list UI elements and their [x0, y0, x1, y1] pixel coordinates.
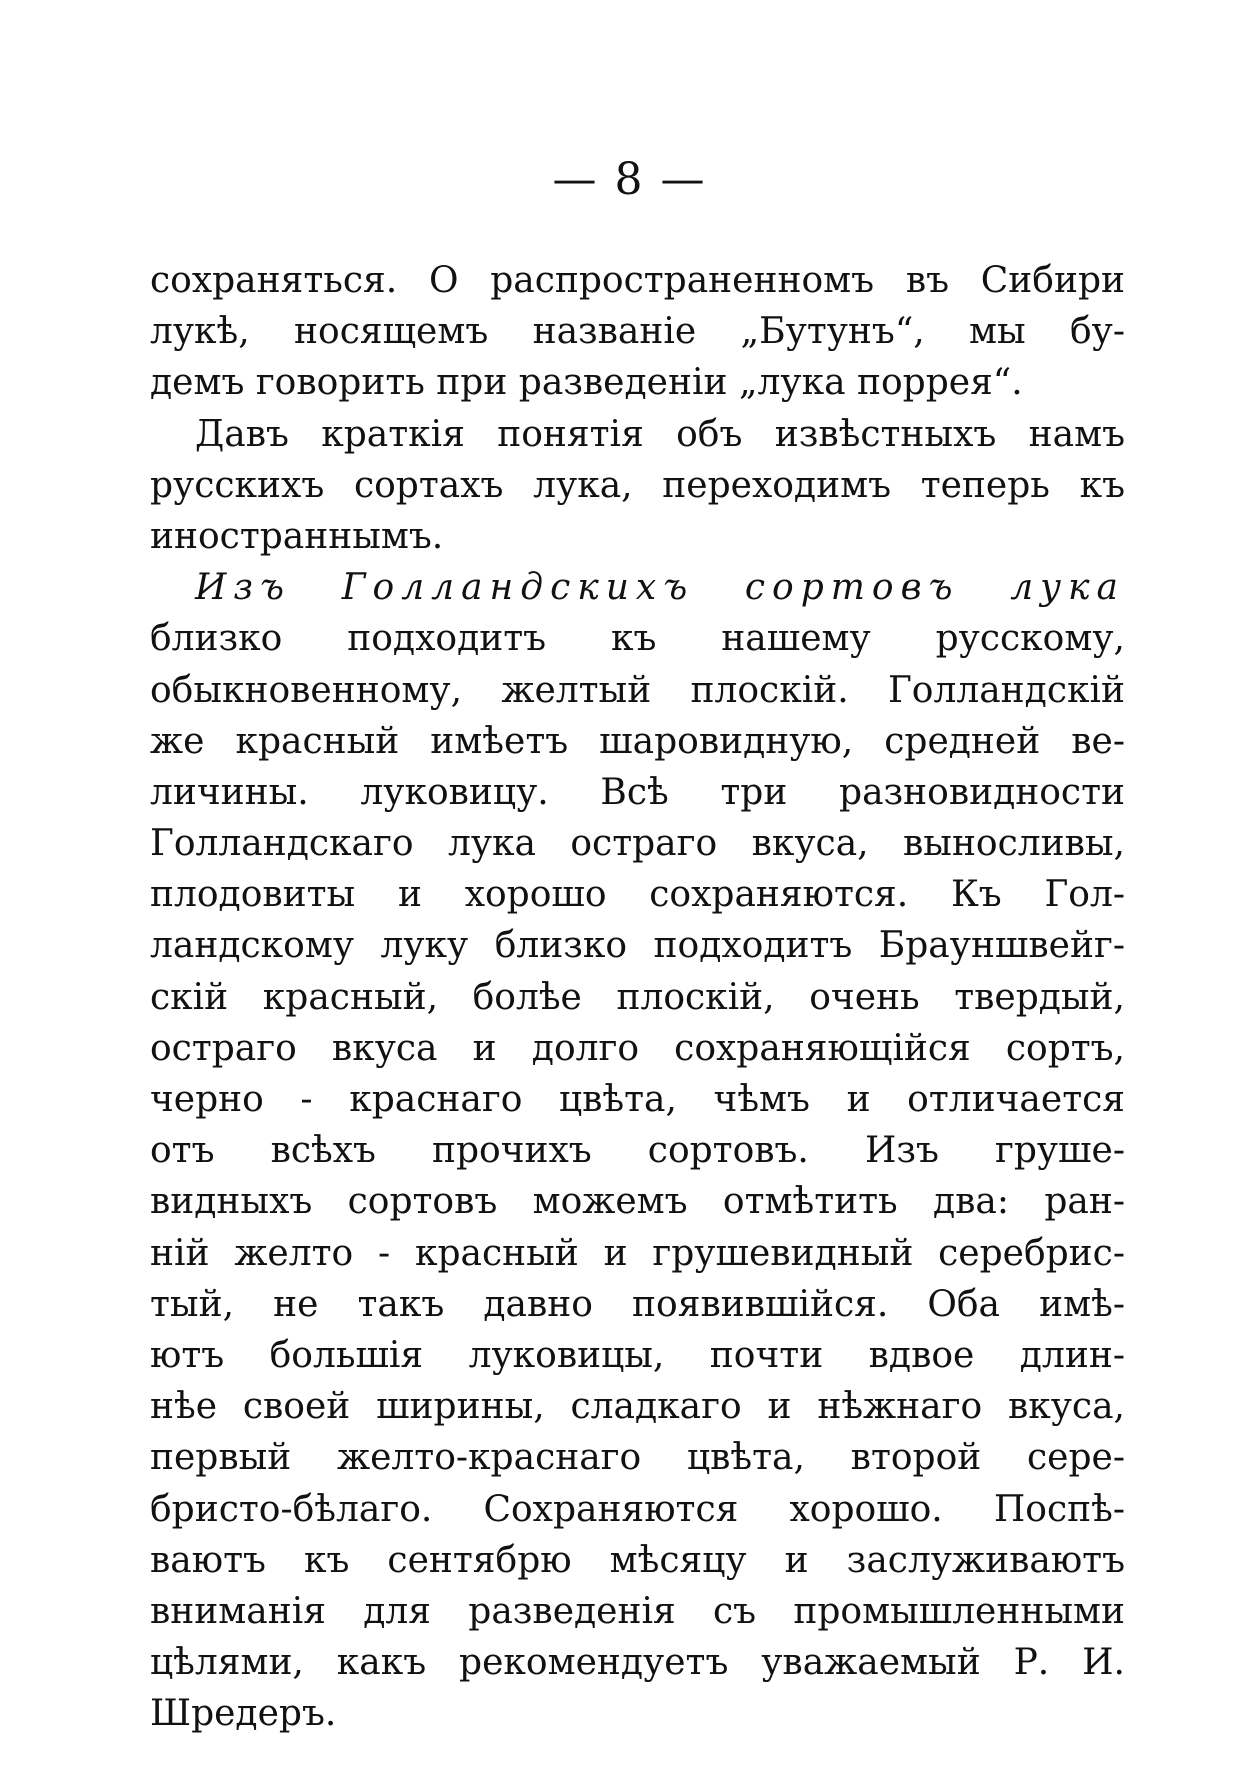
text-line: видныхъ сортовъ можемъ отмѣтить два: ран-	[150, 1181, 1125, 1223]
page-number: — 8 —	[552, 154, 707, 205]
text-line: иностраннымъ.	[150, 515, 444, 557]
text-line: русскихъ сортахъ лука, переходимъ теперь къ	[150, 464, 1125, 506]
text-line: черно - краснаго цвѣта, чѣмъ и отличается	[150, 1079, 1125, 1120]
body-text	[150, 255, 1125, 1739]
text-line: первый желто-краснаго цвѣта, второй сере-	[150, 1437, 1125, 1479]
text-line: бристо-бѣлаго. Сохраняются хорошо. Поспѣ-	[150, 1488, 1125, 1530]
text-line: нѣе своей ширины, сладкаго и нѣжнаго вкуса,	[150, 1386, 1125, 1428]
text-line: Давъ краткія понятія объ извѣстныхъ намъ	[195, 413, 1125, 455]
text-line: же красный имѣетъ шаровидную, средней ве-	[150, 720, 1125, 762]
text-line: демъ говорить при разведеніи „лука поррея“.	[150, 362, 1023, 404]
text-line: отъ всѣхъ прочихъ сортовъ. Изъ груше-	[150, 1130, 1125, 1172]
text-line: остраго вкуса и долго сохраняющійся сортъ,	[150, 1027, 1125, 1069]
text-line: ваютъ къ сентябрю мѣсяцу и заслуживаютъ	[150, 1539, 1125, 1581]
text-line: личины. луковицу. Всѣ три разновидности	[150, 771, 1125, 813]
text-line: цѣлями, какъ рекомендуетъ уважаемый Р. И.	[150, 1642, 1125, 1684]
text-line: ютъ большія луковицы, почти вдвое длин-	[150, 1334, 1125, 1376]
text-line: плодовиты и хорошо сохраняются. Къ Гол-	[150, 874, 1125, 916]
text-line: сохраняться. О распространенномъ въ Сибири	[150, 260, 1125, 301]
text-line: вниманія для разведенія съ промышленными	[150, 1590, 1125, 1632]
text-line: Шредеръ.	[150, 1693, 337, 1735]
text-line: ландскому луку близко подходитъ Брауншвейг-	[150, 925, 1125, 967]
text-line: обыкновенному, желтый плоскій. Голландскій	[150, 669, 1125, 711]
text-line: близко подходитъ къ нашему русскому,	[150, 618, 1125, 660]
text-line: Изъ Голландскихъ сортовъ лука	[195, 567, 1125, 609]
text-line: тый, не такъ давно появившійся. Оба имѣ-	[150, 1283, 1125, 1325]
text-line: Голландскаго лука остраго вкуса, выносливы,	[150, 823, 1125, 865]
text-line: ній желто - красный и грушевидный серебрис-	[150, 1232, 1125, 1274]
text-line: лукѣ, носящемъ названіе „Бутунъ“, мы бу-	[150, 311, 1125, 353]
text-line: скій красный, болѣе плоскій, очень твердый,	[150, 976, 1125, 1018]
